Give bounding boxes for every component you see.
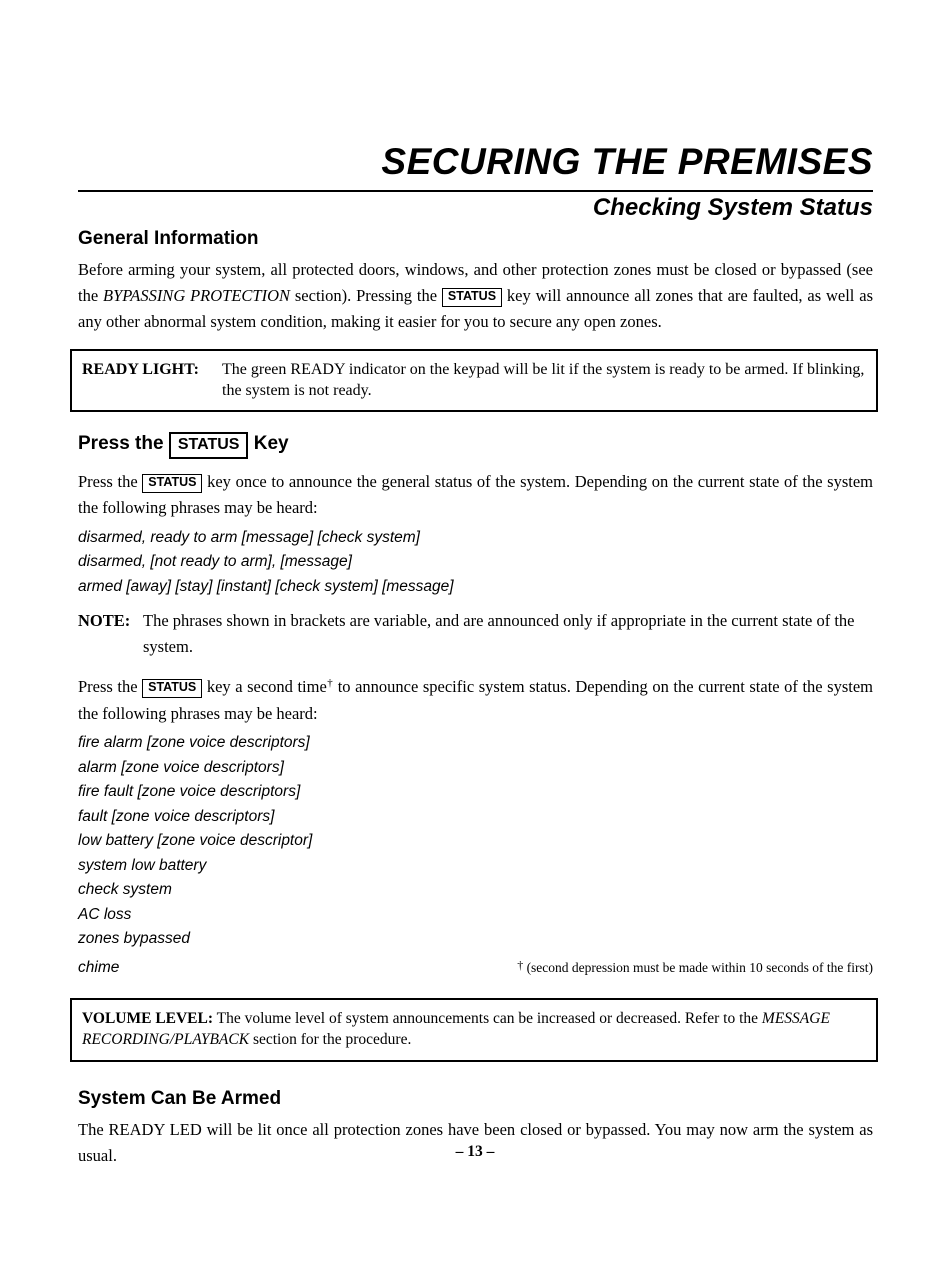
dagger-footnote-marker: † (326, 677, 334, 690)
volume-level-box (70, 998, 878, 1062)
dagger-footnote-marker: † (517, 957, 524, 972)
paragraph-text: Press the (78, 677, 143, 697)
ready-light-label: READY LIGHT: (82, 360, 199, 378)
phrase-line: chime (78, 958, 120, 976)
phrase-line: zones bypassed (78, 930, 191, 948)
phrase-line: check system (78, 881, 172, 899)
phrase-line: armed [away] [stay] [instant] [check system] [message] (78, 577, 454, 595)
note (78, 608, 873, 659)
specific-status-phrase-list (78, 731, 873, 980)
section-heading-system-can-be-armed: System Can Be Armed (78, 1087, 282, 1109)
general-information-paragraph (78, 257, 873, 336)
status-key-box: STATUS (169, 432, 249, 459)
phrase-line: disarmed, [not ready to arm], [message] (78, 553, 352, 571)
chime-footnote-row (78, 956, 873, 980)
volume-level-text: section for the procedure. (249, 1031, 412, 1049)
press-status-second-paragraph (78, 674, 873, 727)
status-key-box: STATUS (142, 679, 202, 698)
phrase-line: alarm [zone voice descriptors] (78, 758, 284, 776)
heading-text: Press the (78, 433, 169, 455)
phrase-line: fault [zone voice descriptors] (78, 807, 275, 825)
section-reference-bypassing-protection: BYPASSING PROTECTION (103, 286, 291, 306)
page-title: SECURING THE PREMISES (381, 141, 873, 182)
paragraph-text: to announce specific system status. Depending on the current state of the system the following phrases may be heard: (78, 677, 873, 723)
heading-text: Key (248, 433, 289, 455)
phrase-line: fire alarm [zone voice descriptors] (78, 734, 310, 752)
paragraph-text: Press the (78, 472, 143, 492)
ready-light-box (70, 349, 878, 412)
paragraph-text: key will announce all zones that are faulted, as well as any other abnormal system condition, making it easier for you to secure any open zones. (78, 286, 873, 332)
press-status-once-paragraph (78, 469, 873, 522)
status-key-box: STATUS (142, 474, 202, 493)
general-status-phrase-list (78, 526, 873, 599)
phrase-line: system low battery (78, 856, 207, 874)
volume-level-label: VOLUME LEVEL: (82, 1010, 214, 1028)
title-divider (78, 190, 873, 192)
paragraph-text: Before arming your system, all protected doors, windows, and other protection zones must be closed or bypassed (see the (78, 259, 873, 306)
status-key-box: STATUS (442, 288, 502, 307)
volume-level-text: The volume level of system announcements can be increased or decreased. Refer to the (213, 1010, 762, 1028)
section-reference-message-recording: MESSAGE RECORDING/PLAYBACK (82, 1010, 830, 1049)
page-subtitle: Checking System Status (592, 193, 873, 221)
phrase-line: disarmed, ready to arm [message] [check system] (78, 528, 420, 546)
paragraph-text: section). Pressing the (290, 286, 442, 306)
footnote-text: (second depression must be made within 10 seconds of the first) (523, 959, 873, 975)
note-label: NOTE: (78, 611, 131, 631)
phrase-line: fire fault [zone voice descriptors] (78, 783, 301, 801)
phrase-line: low battery [zone voice descriptor] (78, 832, 313, 850)
note-text: The phrases shown in brackets are variable, and are announced only if appropriate in the current state of the system. (143, 611, 855, 656)
system-armed-paragraph: The READY LED will be lit once all protection zones have been closed or bypassed. You may now arm the system as usual. (78, 1119, 873, 1166)
paragraph-text: key once to announce the general status of the system. Depending on the current state of the system the following phrases may be heard: (78, 472, 873, 518)
section-heading-general-information: General Information (78, 227, 259, 249)
phrase-line: AC loss (78, 905, 132, 923)
dagger-footnote (517, 957, 873, 976)
ready-light-text: The green READY indicator on the keypad will be lit if the system is ready to be armed. If blinking, the system is not ready. (222, 360, 865, 399)
section-heading-press-status-key (78, 432, 873, 459)
page-number: – 13 – (455, 1143, 495, 1160)
paragraph-text: key a second time (202, 677, 327, 697)
